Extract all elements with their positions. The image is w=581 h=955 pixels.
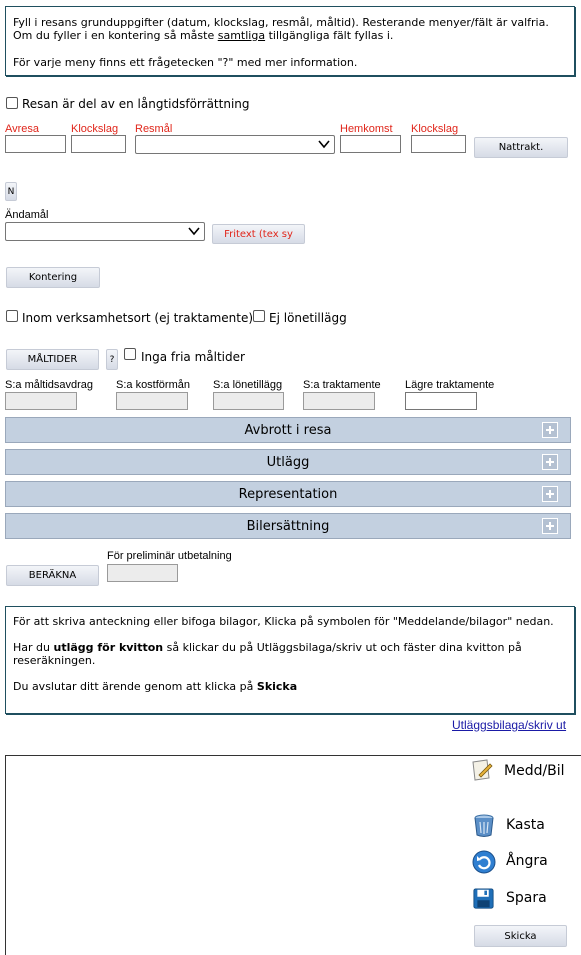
inom-verksamhetsort-label: Inom verksamhetsort (ej traktamente) [22,311,254,325]
info-line-1: Fyll i resans grunduppgifter (datum, klockslag, resmål, måltid). Resterande menyer/fält är valfria. [13,16,549,29]
klockslag-label-2: Klockslag [411,123,459,135]
info-box-top [5,6,575,76]
section-title: Representation [238,486,338,502]
inom-verksamhetsort-checkbox[interactable] [6,310,18,322]
andamal-label: Ändamål [5,209,49,221]
section-title: Avbrott i resa [244,422,332,438]
sum-lonetillagg-field [213,392,284,410]
info-bottom-p2 [13,641,568,667]
angra-action[interactable] [472,850,572,874]
info-line-2-underlined: samtliga [217,29,266,42]
avresa-label: Avresa [5,123,40,135]
section-utlagg[interactable] [5,449,571,475]
section-avbrott-i-resa[interactable] [5,417,571,443]
klockslag-input-2[interactable] [411,135,466,153]
long-trip-checkbox[interactable] [6,97,18,109]
info-bottom-p3-bold: Skicka [256,680,298,693]
resmal-label: Resmål [135,123,173,135]
info-box-bottom [5,606,575,714]
expand-plus-icon[interactable] [542,486,558,502]
chevron-down-icon [188,225,200,237]
nattrakt-button[interactable]: Nattrakt. [474,137,568,158]
hemkomst-input[interactable] [340,135,401,153]
sum-maltidsavdrag-field [5,392,77,410]
utlaggsbilaga-link[interactable]: Utläggsbilaga/skriv ut [452,718,567,732]
note-pencil-icon [470,758,494,782]
lagre-traktamente-input[interactable] [405,392,477,410]
resmal-select[interactable] [135,135,335,154]
fritext-button[interactable]: Fritext (tex sy [212,224,305,244]
angra-label: Ångra [506,853,548,869]
long-trip-label: Resan är del av en långtidsförrättning [22,97,250,111]
hemkomst-label: Hemkomst [340,123,393,135]
sum-traktamente-label: S:a traktamente [303,379,381,391]
floppy-disk-icon [473,888,494,909]
info-bottom-p2-post: så klickar du på Utläggsbilaga/skriv ut och fäster dina kvitton på reseräkningen. [13,641,522,667]
info-line-2-pre: Om du fyller i en kontering så måste [13,29,218,42]
spara-action[interactable] [472,887,572,911]
sum-lonetillagg-label: S:a lönetillägg [213,379,283,391]
trash-icon [472,812,496,838]
andamal-select[interactable] [5,222,205,241]
section-title: Bilersättning [246,518,330,534]
kasta-label: Kasta [506,817,545,833]
info-bottom-p3-pre: Du avslutar ditt ärende genom att klicka på [13,680,257,693]
info-bottom-p2-bold: utlägg för kvitton [53,641,164,654]
sum-traktamente-field [303,392,375,410]
klockslag-label-1: Klockslag [71,123,119,135]
klockslag-input-1[interactable] [71,135,126,153]
chevron-down-icon [318,138,330,150]
medd-bil-label: Medd/Bil [504,763,565,779]
maltider-button[interactable]: MÅLTIDER [6,349,99,370]
maltider-help-button[interactable]: ? [106,349,118,370]
sum-kostforman-label: S:a kostförmån [116,379,190,391]
info-line-2-post: tillgängliga fält fyllas i. [265,29,394,42]
sum-maltidsavdrag-label: S:a måltidsavdrag [5,379,94,391]
info-bottom-p3 [13,680,568,693]
preliminar-label: För preliminär utbetalning [107,550,232,562]
kasta-action[interactable] [472,812,572,838]
info-line-3: För varje meny finns ett frågetecken "?" med mer information. [13,56,358,69]
expand-plus-icon[interactable] [542,454,558,470]
ej-lonetillagg-label: Ej lönetillägg [269,311,347,325]
inga-fria-maltider-label: Inga fria måltider [141,350,245,364]
info-line-2 [13,29,568,42]
expand-plus-icon[interactable] [542,518,558,534]
undo-icon [472,850,496,874]
medd-bil-action[interactable] [470,758,578,784]
avresa-input[interactable] [5,135,66,153]
lagre-traktamente-label: Lägre traktamente [405,379,495,391]
section-representation[interactable] [5,481,571,507]
sum-kostforman-field [116,392,188,410]
info-bottom-p2-pre: Har du [13,641,54,654]
preliminar-field [107,564,178,582]
berakna-button[interactable]: BERÄKNA [6,565,99,586]
kontering-button[interactable]: Kontering [6,267,100,288]
inga-fria-maltider-checkbox[interactable] [124,348,136,360]
section-title: Utlägg [266,454,310,470]
spara-label: Spara [506,890,547,906]
n-button[interactable]: N [5,182,17,201]
expand-plus-icon[interactable] [542,422,558,438]
info-bottom-p1: För att skriva anteckning eller bifoga bilagor, Klicka på symbolen för "Meddelande/bilagor" nedan. [13,615,554,628]
ej-lonetillagg-checkbox[interactable] [253,310,265,322]
section-bilersattning[interactable] [5,513,571,539]
skicka-button[interactable]: Skicka [474,925,567,947]
